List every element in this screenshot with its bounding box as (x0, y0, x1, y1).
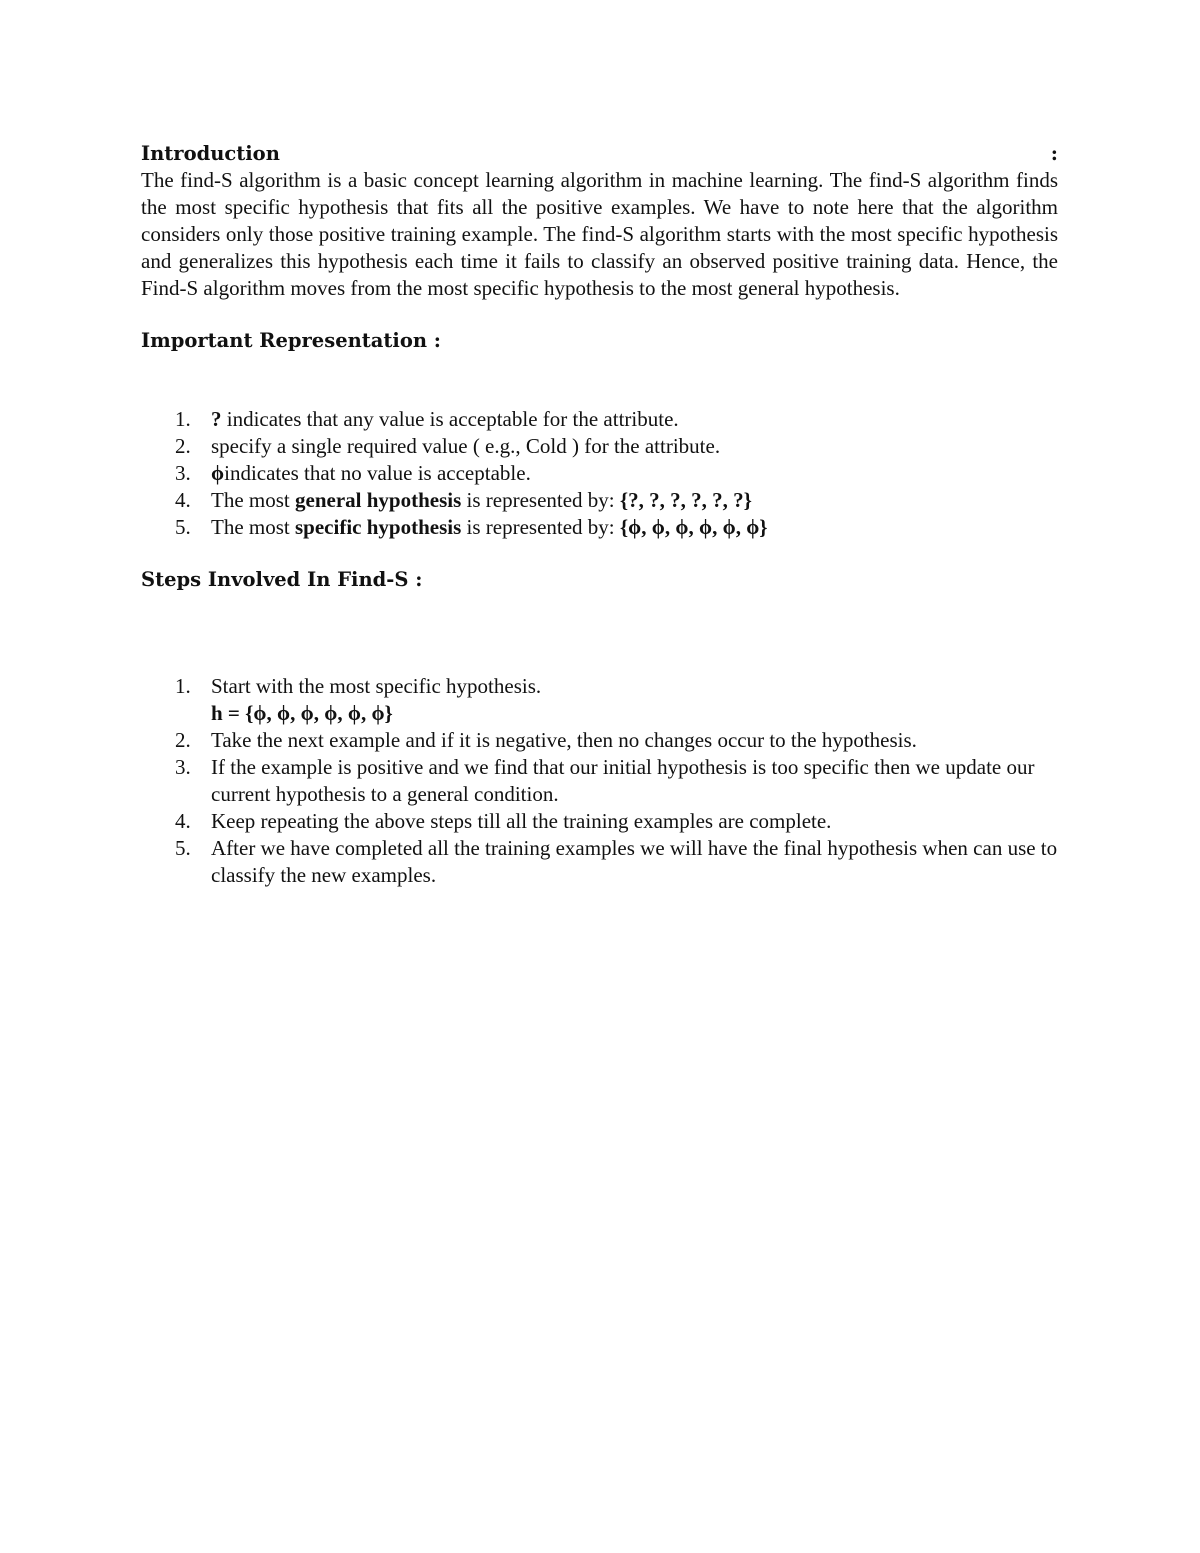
list-item-pre: The most (211, 515, 295, 539)
list-number: 5. (175, 836, 191, 860)
list-number: 3. (175, 461, 191, 485)
list-item (141, 406, 1058, 433)
intro-title: Introduction (141, 142, 280, 165)
list-item-text: Keep repeating the above steps till all the training examples are complete. (211, 809, 832, 833)
representation-list (141, 406, 1058, 541)
list-item (141, 835, 1058, 889)
list-item (141, 460, 1058, 487)
list-number: 1. (175, 407, 191, 431)
list-item-text: After we have completed all the training examples we will have the final hypothesis when can use to classify the new examples. (211, 836, 1058, 887)
list-item (141, 727, 1058, 754)
list-item (141, 514, 1058, 541)
list-item-mid: is represented by: (461, 488, 620, 512)
steps-heading: Steps Involved In Find-S : (141, 568, 423, 591)
list-item (141, 487, 1058, 514)
list-number: 3. (175, 755, 191, 779)
list-item-text: Start with the most specific hypothesis. (211, 674, 542, 698)
document-page (141, 140, 1058, 889)
list-item-pre: The most (211, 488, 295, 512)
initial-hypothesis-formula: h = {ϕ, ϕ, ϕ, ϕ, ϕ, ϕ} (211, 701, 393, 725)
list-item (141, 754, 1058, 808)
list-item-text: indicates that any value is acceptable for the attribute. (221, 407, 679, 431)
list-number: 5. (175, 515, 191, 539)
general-hypothesis-term: general hypothesis (295, 488, 462, 512)
steps-list (141, 673, 1058, 889)
wildcard-symbol: ? (211, 407, 222, 431)
list-number: 1. (175, 674, 191, 698)
list-item (141, 808, 1058, 835)
list-item-mid: is represented by: (461, 515, 620, 539)
representation-heading: Important Representation : (141, 329, 442, 352)
list-number: 2. (175, 434, 191, 458)
specific-hypothesis-term: specific hypothesis (295, 515, 462, 539)
list-item-text: indicates that no value is acceptable. (224, 461, 531, 485)
list-item-text: specify a single required value ( e.g., Cold ) for the attribute. (211, 434, 721, 458)
phi-symbol: ϕ (211, 461, 225, 485)
intro-heading (141, 140, 1058, 167)
list-item (141, 673, 1058, 727)
intro-title-colon: : (1050, 142, 1058, 165)
list-number: 4. (175, 809, 191, 833)
list-item (141, 433, 1058, 460)
general-hypothesis-value: {?, ?, ?, ?, ?, ?} (619, 488, 752, 512)
intro-paragraph: The find-S algorithm is a basic concept learning algorithm in machine learning. The find-S algorithm finds the most specific hypothesis that fits all the positive examples. We have to note here that the algorithm considers only those positive training example. The find-S algorithm starts with the most specific hypothesis and generalizes this hypothesis each time it fails to classify an observed positive training data. Hence, the Find-S algorithm moves from the most specific hypothesis to the most general hypothesis. (141, 168, 1058, 300)
list-item-text: Take the next example and if it is negative, then no changes occur to the hypothesis. (211, 728, 917, 752)
list-number: 4. (175, 488, 191, 512)
specific-hypothesis-value: {ϕ, ϕ, ϕ, ϕ, ϕ, ϕ} (619, 515, 768, 539)
list-number: 2. (175, 728, 191, 752)
list-item-text: If the example is positive and we find that our initial hypothesis is too specific then we update our current hypothesis to a general condition. (211, 755, 1035, 806)
